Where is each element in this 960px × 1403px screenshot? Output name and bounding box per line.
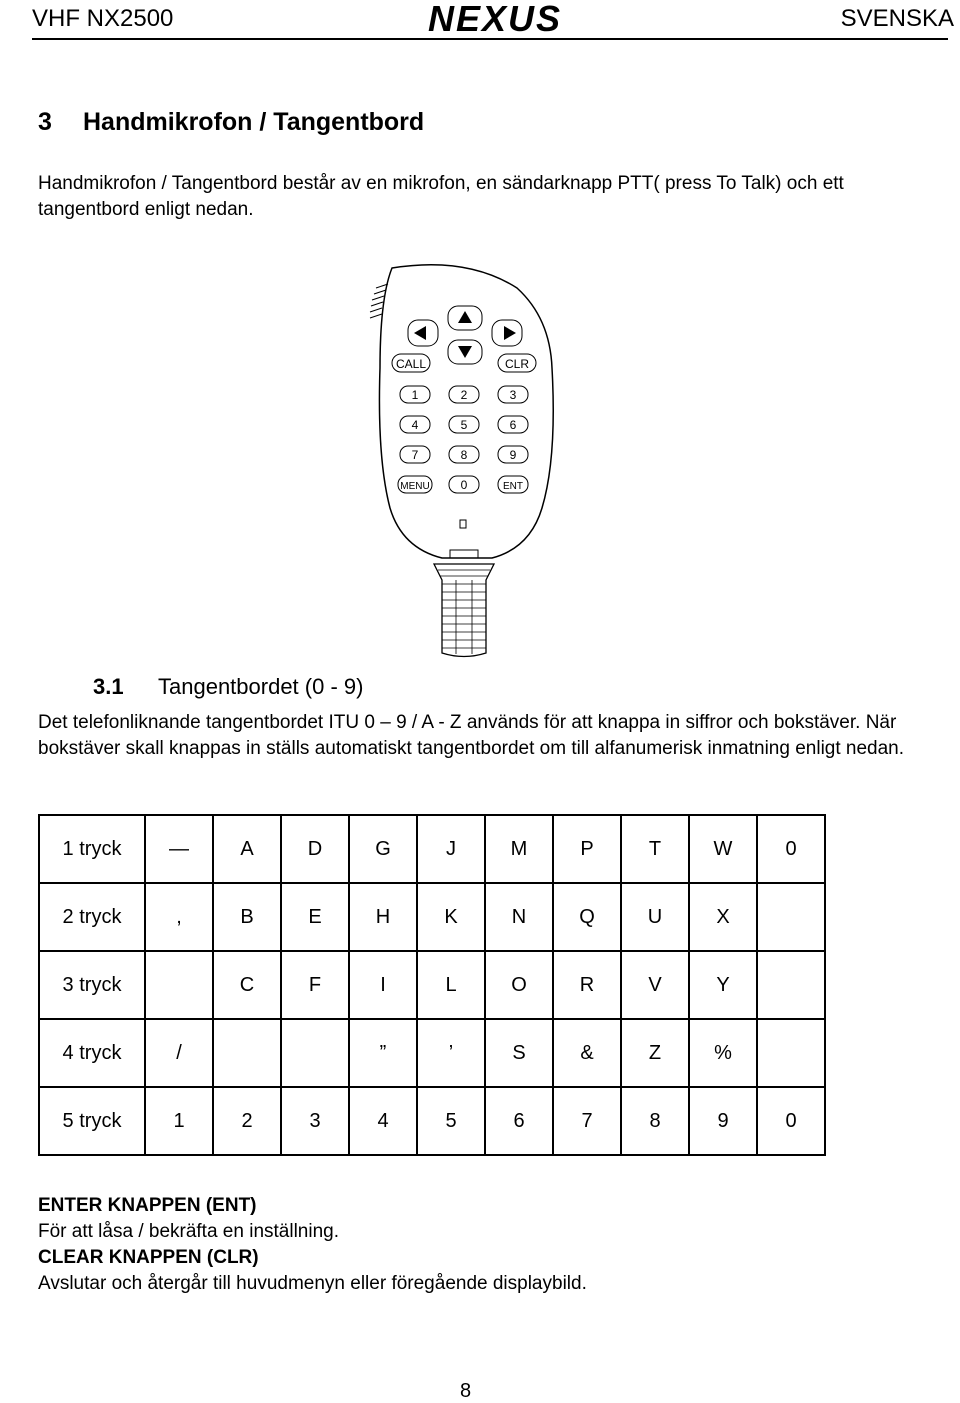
- mic-key-4: 4: [411, 418, 419, 432]
- row-label: 2 tryck: [39, 883, 145, 951]
- table-cell: [757, 1019, 825, 1087]
- table-cell: I: [349, 951, 417, 1019]
- table-cell: D: [281, 815, 349, 883]
- mic-key-9: 9: [509, 448, 517, 462]
- key-press-table: [38, 814, 826, 1156]
- row-label: 4 tryck: [39, 1019, 145, 1087]
- table-cell: C: [213, 951, 281, 1019]
- section-3-text: Handmikrofon / Tangentbord består av en mikrofon, en sändarknapp PTT( press To Talk) och ett tangentbord enligt nedan.: [38, 173, 844, 220]
- table-cell: M: [485, 815, 553, 883]
- row-label: 3 tryck: [39, 951, 145, 1019]
- table-cell: /: [145, 1019, 213, 1087]
- mic-key-8: 8: [460, 448, 468, 462]
- mic-key-3: 3: [509, 388, 517, 402]
- header-rule: [32, 38, 948, 40]
- table-cell: &: [553, 1019, 621, 1087]
- table-cell: 6: [485, 1087, 553, 1155]
- table-cell: G: [349, 815, 417, 883]
- table-cell: Q: [553, 883, 621, 951]
- table-cell: X: [689, 883, 757, 951]
- table-cell: 4: [349, 1087, 417, 1155]
- table-cell: [757, 883, 825, 951]
- table-cell: R: [553, 951, 621, 1019]
- arrow-up-icon: [458, 311, 472, 323]
- table-cell: 8: [621, 1087, 689, 1155]
- mic-ent-key: ENT: [503, 481, 523, 492]
- enter-key-title: ENTER KNAPPEN (ENT): [38, 1195, 257, 1216]
- table-cell: S: [485, 1019, 553, 1087]
- arrow-down-icon: [458, 346, 472, 358]
- table-cell: N: [485, 883, 553, 951]
- table-cell: U: [621, 883, 689, 951]
- section-3-1-heading: [93, 674, 363, 700]
- section-3-heading: [38, 108, 424, 137]
- table-cell: E: [281, 883, 349, 951]
- page-number: 8: [460, 1380, 472, 1402]
- table-cell: V: [621, 951, 689, 1019]
- table-cell: [213, 1019, 281, 1087]
- table-cell: [145, 951, 213, 1019]
- mic-call-key: CALL: [395, 357, 427, 371]
- row-label: 1 tryck: [39, 815, 145, 883]
- table-cell: 3: [281, 1087, 349, 1155]
- mic-key-1: 1: [411, 388, 419, 402]
- table-cell: ’: [417, 1019, 485, 1087]
- table-cell: %: [689, 1019, 757, 1087]
- header-model: VHF NX2500: [32, 5, 174, 32]
- arrow-right-icon: [504, 326, 516, 340]
- table-row: [39, 1087, 825, 1155]
- table-cell: H: [349, 883, 417, 951]
- table-cell: ,: [145, 883, 213, 951]
- table-cell: T: [621, 815, 689, 883]
- table-cell: O: [485, 951, 553, 1019]
- svg-text:NEXUS: NEXUS: [427, 0, 563, 39]
- table-cell: L: [417, 951, 485, 1019]
- header-language: SVENSKA: [840, 5, 954, 32]
- table-cell: [281, 1019, 349, 1087]
- table-cell: F: [281, 951, 349, 1019]
- clear-key-title: CLEAR KNAPPEN (CLR): [38, 1247, 259, 1268]
- table-cell: Z: [621, 1019, 689, 1087]
- section-3-1-number: 3.1: [93, 674, 124, 699]
- table-cell: W: [689, 815, 757, 883]
- table-cell: J: [417, 815, 485, 883]
- table-cell: P: [553, 815, 621, 883]
- table-cell: B: [213, 883, 281, 951]
- brand-logo: [380, 0, 610, 40]
- table-cell: 1: [145, 1087, 213, 1155]
- table-cell: 0: [757, 1087, 825, 1155]
- table-cell: 0: [757, 815, 825, 883]
- table-cell: [757, 951, 825, 1019]
- table-cell: 2: [213, 1087, 281, 1155]
- table-cell: K: [417, 883, 485, 951]
- row-label: 5 tryck: [39, 1087, 145, 1155]
- table-row: [39, 883, 825, 951]
- table-row: [39, 815, 825, 883]
- section-3-title: Handmikrofon / Tangentbord: [83, 108, 425, 136]
- mic-key-6: 6: [509, 418, 517, 432]
- microphone-illustration: [352, 258, 582, 668]
- section-3-number: 3: [38, 108, 52, 136]
- table-cell: Y: [689, 951, 757, 1019]
- mic-key-5: 5: [460, 418, 468, 432]
- mic-key-0: 0: [460, 478, 468, 492]
- table-row: [39, 951, 825, 1019]
- table-cell: ”: [349, 1019, 417, 1087]
- section-3-1-title: Tangentbordet (0 - 9): [158, 674, 364, 699]
- section-3-1-text: Det telefonliknande tangentbordet ITU 0 – 9 / A - Z används för att knappa in siffror och bokstäver. När bokstäver skall knappas in ställs automatiskt tangentbordet om till alfanumerisk inmatning enligt nedan.: [38, 712, 905, 759]
- mic-key-2: 2: [460, 388, 468, 402]
- table-cell: A: [213, 815, 281, 883]
- mic-clr-key: CLR: [504, 357, 530, 371]
- mic-menu-key: MENU: [400, 481, 430, 492]
- table-row: [39, 1019, 825, 1087]
- clear-key-text: Avslutar och återgår till huvudmenyn eller föregående displaybild.: [38, 1273, 587, 1294]
- enter-key-text: För att låsa / bekräfta en inställning.: [38, 1221, 339, 1242]
- table-cell: 5: [417, 1087, 485, 1155]
- table-cell: 7: [553, 1087, 621, 1155]
- table-cell: —: [145, 815, 213, 883]
- table-cell: 9: [689, 1087, 757, 1155]
- mic-key-7: 7: [411, 448, 419, 462]
- arrow-left-icon: [414, 326, 426, 340]
